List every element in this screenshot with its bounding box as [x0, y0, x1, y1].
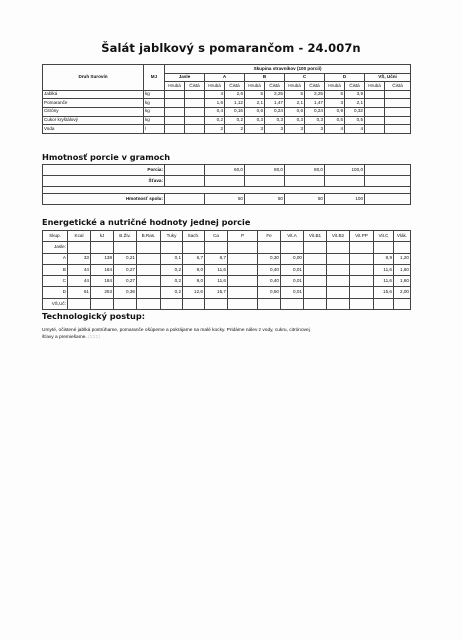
sub-col-header: Čistá [345, 82, 365, 91]
ingredient-qty [365, 116, 385, 125]
ingredient-qty: 4 [325, 125, 345, 134]
ingredient-qty: 3 [245, 125, 265, 134]
ingredient-qty: 2,6 [225, 90, 245, 99]
nutrition-value [304, 253, 327, 264]
nutrition-col-header: Vit.A [281, 231, 304, 242]
ingredient-qty: 4 [345, 125, 365, 134]
nutrition-value: 0,36 [114, 287, 137, 298]
nutrition-value [114, 242, 137, 253]
sub-col-header: Hrubá [245, 82, 265, 91]
ingredient-qty [185, 116, 205, 125]
nutrition-value: 0,2 [161, 264, 183, 275]
ingredient-qty: 3,9 [345, 90, 365, 99]
ingredient-qty: 0,4 [205, 107, 225, 116]
energy-section-title: Energetické a nutričné hodnoty jednej porcie [42, 217, 251, 227]
ingredients-table [42, 64, 411, 134]
nutrition-value: 0,00 [281, 253, 304, 264]
nutrition-value: 9,0 [183, 264, 205, 275]
nutrition-col-header: Skup. [43, 231, 68, 242]
nutrition-group: C [43, 276, 68, 287]
nutrition-row [43, 242, 411, 253]
ingredient-row [43, 125, 411, 134]
porcia-weight-cell [365, 165, 411, 176]
ingredient-name: Citróny [43, 107, 144, 116]
ingredient-qty: 6 [325, 90, 345, 99]
nutrition-value [350, 276, 374, 287]
group-col-header: VŠ, Učni [365, 73, 411, 82]
ingredient-qty: 0,3 [285, 116, 305, 125]
ingredient-unit: l [144, 125, 165, 134]
porcia-label: Porcia: [43, 165, 165, 176]
page-title: Šalát jablkový s pomarančom - 24.007n [101, 41, 361, 55]
nutrition-col-header: B.Ras. [137, 231, 161, 242]
ingredient-qty: 0,16 [225, 107, 245, 116]
ingredient-name: Voda [43, 125, 144, 134]
group-col-header: B [245, 73, 285, 82]
nutrition-value [161, 298, 183, 309]
nutrition-col-header: Vlák. [394, 231, 411, 242]
nutrition-row [43, 287, 411, 298]
ingredient-qty: 0,2 [205, 116, 225, 125]
ingredient-qty: 2,1 [245, 99, 265, 108]
tech-faint-mark: (ΣΣΣ) [88, 335, 101, 341]
nutrition-value: 1,60 [394, 276, 411, 287]
stava-weight-cell [365, 176, 411, 187]
sub-col-header: Hrubá [325, 82, 345, 91]
nutrition-col-header: Sach. [183, 231, 205, 242]
group-col-header: Jasle [165, 73, 205, 82]
nutrition-col-header: Kcal [68, 231, 91, 242]
ingredient-qty [185, 99, 205, 108]
nutrition-value [350, 287, 374, 298]
ingredient-qty: 0,6 [245, 107, 265, 116]
nutrition-value [205, 298, 228, 309]
stava-weight-cell [285, 176, 325, 187]
nutrition-value: 184 [91, 264, 114, 275]
nutrition-col-header: kJ [91, 231, 114, 242]
nutrition-value: 11,6 [205, 264, 228, 275]
nutrition-table [42, 230, 411, 310]
nutrition-col-header: Tuky [161, 231, 183, 242]
ingredient-row [43, 99, 411, 108]
nutrition-value: 0,01 [281, 287, 304, 298]
nutrition-value: 184 [91, 276, 114, 287]
ingredient-col-header: Druh Surovín [43, 65, 144, 91]
nutrition-value: 0,2 [161, 287, 183, 298]
nutrition-value [228, 264, 258, 275]
unit-col-header: MJ [144, 65, 165, 91]
ingredient-qty: 0,32 [345, 107, 365, 116]
ingredient-qty: 1,47 [265, 99, 285, 108]
nutrition-value [350, 298, 374, 309]
nutrition-value [327, 242, 350, 253]
stava-weight-cell [205, 176, 245, 187]
nutrition-row [43, 298, 411, 309]
nutrition-value [91, 242, 114, 253]
stava-weight-cell [325, 176, 365, 187]
nutrition-value: 12,6 [183, 287, 205, 298]
nutrition-value [327, 253, 350, 264]
ingredient-qty [365, 125, 385, 134]
portion-weight-table [42, 164, 411, 205]
ingredient-row [43, 116, 411, 125]
ingredient-qty [365, 107, 385, 116]
tech-procedure-text [42, 327, 422, 342]
nutrition-value [304, 276, 327, 287]
porcia-weight-cell: 80,0 [245, 165, 285, 176]
ingredient-qty [385, 107, 411, 116]
ingredient-qty: 0,5 [345, 116, 365, 125]
ingredient-qty: 0,24 [305, 107, 325, 116]
nutrition-row [43, 264, 411, 275]
nutrition-value [327, 264, 350, 275]
total-weight-label: Hmotnosť spolu: [43, 194, 165, 205]
ingredient-qty: 1,47 [305, 99, 325, 108]
nutrition-value [350, 242, 374, 253]
nutrition-value: 0,27 [114, 264, 137, 275]
ingredient-qty [185, 107, 205, 116]
ingredient-qty: 2,1 [285, 99, 305, 108]
nutrition-value [68, 298, 91, 309]
nutrition-value [304, 298, 327, 309]
nutrition-value [394, 298, 411, 309]
nutrition-value [258, 298, 281, 309]
ingredient-qty [165, 125, 185, 134]
nutrition-col-header: Ca [205, 231, 228, 242]
nutrition-group: Jasle: [43, 242, 68, 253]
ingredient-qty: 0,24 [265, 107, 285, 116]
nutrition-value [327, 298, 350, 309]
nutrition-value [183, 242, 205, 253]
nutrition-value: 0,30 [258, 253, 281, 264]
nutrition-value [137, 242, 161, 253]
nutrition-value: 44 [68, 264, 91, 275]
nutrition-value: 253 [91, 287, 114, 298]
nutrition-value [228, 287, 258, 298]
nutrition-value: 44 [68, 276, 91, 287]
sub-col-header: Hrubá [365, 82, 385, 91]
nutrition-value [327, 287, 350, 298]
ingredient-qty [385, 99, 411, 108]
sub-col-header: Čistá [305, 82, 325, 91]
tech-section-title: Technologický postup: [42, 311, 146, 321]
sub-col-header: Hrubá [165, 82, 185, 91]
stava-weight-cell [165, 176, 205, 187]
ingredient-qty: 5 [245, 90, 265, 99]
sub-col-header: Čistá [265, 82, 285, 91]
nutrition-value [350, 253, 374, 264]
ingredient-qty [185, 125, 205, 134]
nutrition-col-header: B.Živ. [114, 231, 137, 242]
ingredient-qty: 0,2 [225, 116, 245, 125]
nutrition-value [137, 264, 161, 275]
ingredient-qty: 3 [265, 125, 285, 134]
tech-line-2: šťavy a premiešame. [42, 335, 87, 341]
total-weight-cell: 80 [245, 194, 285, 205]
ingredient-qty: 3 [325, 99, 345, 108]
ingredient-name: Cukor kryštálový [43, 116, 144, 125]
nutrition-value [228, 242, 258, 253]
ingredient-qty [365, 90, 385, 99]
nutrition-value [374, 298, 394, 309]
total-weight-cell [365, 194, 411, 205]
nutrition-value: 0,27 [114, 276, 137, 287]
nutrition-value: 0,40 [258, 264, 281, 275]
total-weight-cell: 60 [205, 194, 245, 205]
ingredient-unit: kg [144, 99, 165, 108]
nutrition-value: 61 [68, 287, 91, 298]
nutrition-value: 0,21 [114, 253, 137, 264]
nutrition-col-header: Vit.PP [350, 231, 374, 242]
ingredient-qty: 0,5 [325, 116, 345, 125]
nutrition-value [394, 242, 411, 253]
nutrition-value [304, 264, 327, 275]
ingredient-row [43, 90, 411, 99]
nutrition-value [228, 276, 258, 287]
nutrition-value [327, 276, 350, 287]
nutrition-value [183, 298, 205, 309]
nutrition-value [281, 242, 304, 253]
nutrition-value [137, 298, 161, 309]
ingredient-qty [385, 90, 411, 99]
porcia-weight-cell: 80,0 [285, 165, 325, 176]
nutrition-value [228, 253, 258, 264]
ingredient-name: Pomaranče [43, 99, 144, 108]
nutrition-value [161, 242, 183, 253]
group-col-header: C [285, 73, 325, 82]
total-weight-cell: 100 [325, 194, 365, 205]
nutrition-value: 0,1 [161, 253, 183, 264]
ingredient-qty: 3 [305, 125, 325, 134]
total-weight-cell [165, 194, 205, 205]
nutrition-value [137, 253, 161, 264]
nutrition-col-header: Fe [258, 231, 281, 242]
ingredient-qty: 5 [285, 90, 305, 99]
nutrition-value [374, 242, 394, 253]
nutrition-value: 0,40 [258, 276, 281, 287]
ingredient-qty [165, 116, 185, 125]
ingredient-qty: 2,1 [345, 99, 365, 108]
nutrition-value [91, 298, 114, 309]
nutrition-col-header: Vit.B2 [327, 231, 350, 242]
stava-weight-cell [245, 176, 285, 187]
sub-col-header: Čistá [185, 82, 205, 91]
nutrition-value: 0,50 [258, 287, 281, 298]
group-col-header: D [325, 73, 365, 82]
ingredient-qty: 2 [205, 125, 225, 134]
nutrition-value [68, 242, 91, 253]
nutrition-value: 1,20 [394, 253, 411, 264]
ingredient-qty [165, 99, 185, 108]
sub-col-header: Hrubá [285, 82, 305, 91]
ingredient-row [43, 107, 411, 116]
nutrition-value: 6,7 [183, 253, 205, 264]
nutrition-value: 138 [91, 253, 114, 264]
porcia-weight-cell [165, 165, 205, 176]
ingredient-qty: 1,6 [205, 99, 225, 108]
ingredient-qty: 0,3 [245, 116, 265, 125]
nutrition-value [137, 276, 161, 287]
ingredient-qty: 0,3 [265, 116, 285, 125]
nutrition-value [137, 287, 161, 298]
nutrition-value: 0,2 [161, 276, 183, 287]
nutrition-value [228, 298, 258, 309]
nutrition-row [43, 276, 411, 287]
nutrition-value [350, 264, 374, 275]
nutrition-value [205, 242, 228, 253]
ingredient-qty: 4 [205, 90, 225, 99]
nutrition-col-header: P [228, 231, 258, 242]
ingredient-qty [185, 90, 205, 99]
nutrition-value [304, 242, 327, 253]
ingredient-qty: 0,9 [325, 107, 345, 116]
porcia-weight-cell: 60,0 [205, 165, 245, 176]
nutrition-value: 15,6 [374, 287, 394, 298]
ingredient-qty [385, 125, 411, 134]
nutrition-row [43, 253, 411, 264]
group-col-header: A [205, 73, 245, 82]
nutrition-value: 33 [68, 253, 91, 264]
sub-col-header: Čistá [225, 82, 245, 91]
ingredient-qty: 0,6 [285, 107, 305, 116]
nutrition-value: 11,6 [374, 264, 394, 275]
ingredient-name: Jablká [43, 90, 144, 99]
stava-label: Šťava: [43, 176, 165, 187]
porcia-weight-cell: 100,0 [325, 165, 365, 176]
nutrition-value: 11,6 [205, 276, 228, 287]
nutrition-value: 0,01 [281, 264, 304, 275]
nutrition-value: 8,9 [374, 253, 394, 264]
group-header: Skupina stravníkov (100 porcií) [165, 65, 411, 74]
nutrition-value: 9,0 [183, 276, 205, 287]
nutrition-value: 0,01 [281, 276, 304, 287]
weight-section-title: Hmotnosť porcie v gramoch [42, 152, 171, 162]
nutrition-value: 1,60 [394, 264, 411, 275]
nutrition-col-header: Vit.B1 [304, 231, 327, 242]
ingredient-unit: kg [144, 116, 165, 125]
nutrition-value [114, 298, 137, 309]
ingredient-qty [365, 99, 385, 108]
ingredient-qty [165, 90, 185, 99]
nutrition-value [258, 242, 281, 253]
nutrition-value: 8,7 [205, 253, 228, 264]
nutrition-value: 2,00 [394, 287, 411, 298]
ingredient-qty [165, 107, 185, 116]
ingredient-qty [385, 116, 411, 125]
nutrition-value: 15,7 [205, 287, 228, 298]
nutrition-group: A [43, 253, 68, 264]
ingredient-qty: 0,3 [305, 116, 325, 125]
ingredient-qty: 3,25 [305, 90, 325, 99]
nutrition-group: VŠ,Uč: [43, 298, 68, 309]
nutrition-value: 11,6 [374, 276, 394, 287]
sub-col-header: Hrubá [205, 82, 225, 91]
ingredient-qty: 1,12 [225, 99, 245, 108]
tech-line-1: Umyté, očistené jablká postrúhame, pomaranče ošúpeme a pokrájame na malé kocky. Pridáme nálev z vody, cukru, citrónovej [42, 328, 310, 333]
ingredient-qty: 2 [225, 125, 245, 134]
nutrition-group: B [43, 264, 68, 275]
total-weight-cell: 80 [285, 194, 325, 205]
ingredient-unit: kg [144, 107, 165, 116]
nutrition-value [281, 298, 304, 309]
ingredient-qty: 3 [285, 125, 305, 134]
ingredient-unit: kg [144, 90, 165, 99]
ingredient-qty: 3,25 [265, 90, 285, 99]
sub-col-header: Čistá [385, 82, 411, 91]
nutrition-col-header: Vit.C [374, 231, 394, 242]
nutrition-value [304, 287, 327, 298]
nutrition-group: D [43, 287, 68, 298]
